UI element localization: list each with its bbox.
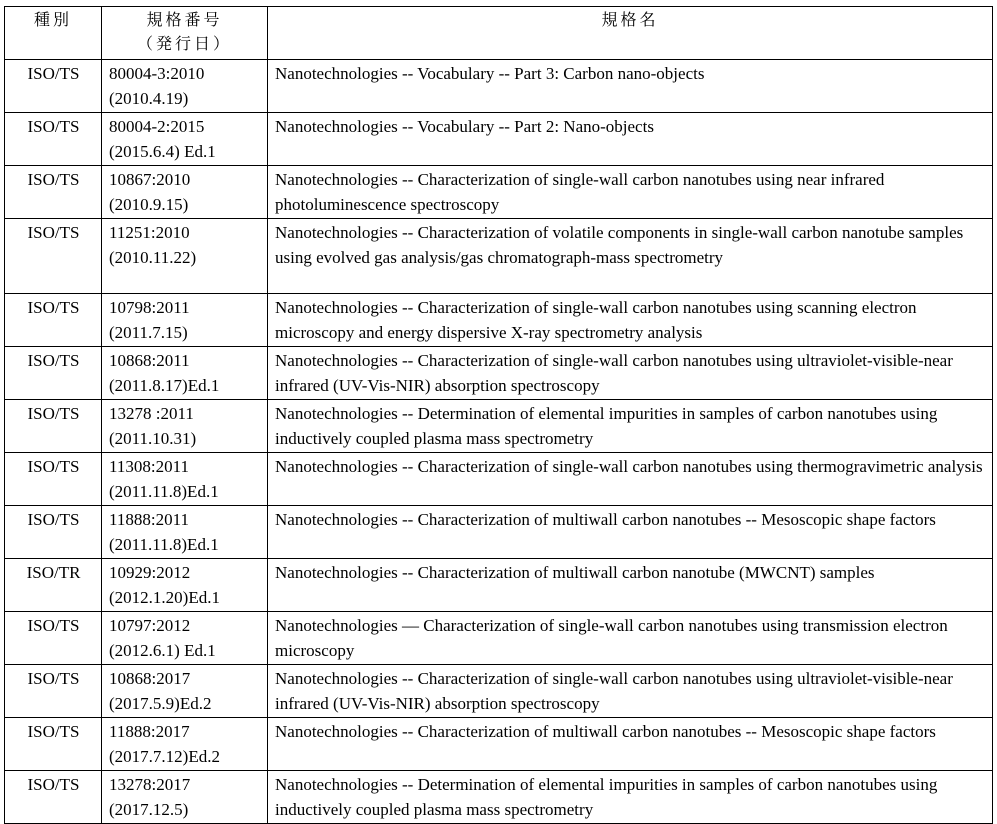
type-cell: ISO/TS xyxy=(5,506,102,559)
table-row xyxy=(5,453,993,506)
title-cell: Nanotechnologies -- Vocabulary -- Part 3: Carbon nano-objects xyxy=(268,60,993,113)
title-cell: Nanotechnologies -- Characterization of volatile components in single-wall carbon nanotube samples using evolved gas analysis/gas chromatograph-mass spectrometry xyxy=(268,219,993,294)
number-cell: 11888:2011 (2011.11.8)Ed.1 xyxy=(102,506,268,559)
table-row xyxy=(5,559,993,612)
title-cell: Nanotechnologies -- Characterization of single-wall carbon nanotubes using near infrared photoluminescence spectroscopy xyxy=(268,166,993,219)
type-cell: ISO/TR xyxy=(5,559,102,612)
table-row xyxy=(5,166,993,219)
table-row xyxy=(5,612,993,665)
title-cell: Nanotechnologies -- Characterization of single-wall carbon nanotubes using thermogravimetric analysis xyxy=(268,453,993,506)
number-cell: 11251:2010 (2010.11.22) xyxy=(102,219,268,294)
number-cell: 10797:2012 (2012.6.1) Ed.1 xyxy=(102,612,268,665)
table-row xyxy=(5,718,993,771)
title-cell: Nanotechnologies -- Characterization of multiwall carbon nanotube (MWCNT) samples xyxy=(268,559,993,612)
title-cell: Nanotechnologies -- Characterization of multiwall carbon nanotubes -- Mesoscopic shape factors xyxy=(268,506,993,559)
type-cell: ISO/TS xyxy=(5,771,102,824)
number-cell: 80004-2:2015 (2015.6.4) Ed.1 xyxy=(102,113,268,166)
title-cell: Nanotechnologies -- Determination of elemental impurities in samples of carbon nanotubes using inductively coupled plasma mass spectrometry xyxy=(268,400,993,453)
number-cell: 11888:2017 (2017.7.12)Ed.2 xyxy=(102,718,268,771)
table-row xyxy=(5,400,993,453)
type-cell: ISO/TS xyxy=(5,60,102,113)
header-type: 種別 xyxy=(5,7,102,60)
table-row xyxy=(5,347,993,400)
table-row xyxy=(5,771,993,824)
number-cell: 13278 :2011 (2011.10.31) xyxy=(102,400,268,453)
type-cell: ISO/TS xyxy=(5,113,102,166)
type-cell: ISO/TS xyxy=(5,347,102,400)
number-cell: 13278:2017 (2017.12.5) xyxy=(102,771,268,824)
type-cell: ISO/TS xyxy=(5,219,102,294)
number-cell: 10867:2010 (2010.9.15) xyxy=(102,166,268,219)
type-cell: ISO/TS xyxy=(5,718,102,771)
type-cell: ISO/TS xyxy=(5,400,102,453)
number-cell: 10929:2012 (2012.1.20)Ed.1 xyxy=(102,559,268,612)
title-cell: Nanotechnologies -- Vocabulary -- Part 2: Nano-objects xyxy=(268,113,993,166)
number-cell: 10868:2017 (2017.5.9)Ed.2 xyxy=(102,665,268,718)
title-cell: Nanotechnologies -- Characterization of single-wall carbon nanotubes using ultraviolet-visible-near infrared (UV-Vis-NIR) absorption spectroscopy xyxy=(268,347,993,400)
table-row xyxy=(5,113,993,166)
type-cell: ISO/TS xyxy=(5,665,102,718)
type-cell: ISO/TS xyxy=(5,166,102,219)
type-cell: ISO/TS xyxy=(5,294,102,347)
table-row xyxy=(5,665,993,718)
type-cell: ISO/TS xyxy=(5,612,102,665)
table-row xyxy=(5,294,993,347)
number-cell: 80004-3:2010 (2010.4.19) xyxy=(102,60,268,113)
title-cell: Nanotechnologies -- Characterization of single-wall carbon nanotubes using scanning electron microscopy and energy dispersive X-ray spectrometry analysis xyxy=(268,294,993,347)
number-cell: 10868:2011 (2011.8.17)Ed.1 xyxy=(102,347,268,400)
type-cell: ISO/TS xyxy=(5,453,102,506)
number-cell: 10798:2011 (2011.7.15) xyxy=(102,294,268,347)
header-name: 規格名 xyxy=(268,7,993,60)
title-cell: Nanotechnologies — Characterization of single-wall carbon nanotubes using transmission electron microscopy xyxy=(268,612,993,665)
table-row xyxy=(5,219,993,294)
number-cell: 11308:2011 (2011.11.8)Ed.1 xyxy=(102,453,268,506)
title-cell: Nanotechnologies -- Determination of elemental impurities in samples of carbon nanotubes using inductively coupled plasma mass spectrometry xyxy=(268,771,993,824)
standards-table xyxy=(4,6,993,824)
header-row xyxy=(5,7,993,60)
table-row xyxy=(5,60,993,113)
table-row xyxy=(5,506,993,559)
title-cell: Nanotechnologies -- Characterization of single-wall carbon nanotubes using ultraviolet-visible-near infrared (UV-Vis-NIR) absorption spectroscopy xyxy=(268,665,993,718)
header-number: 規格番号 （発行日） xyxy=(102,7,268,60)
title-cell: Nanotechnologies -- Characterization of multiwall carbon nanotubes -- Mesoscopic shape factors xyxy=(268,718,993,771)
